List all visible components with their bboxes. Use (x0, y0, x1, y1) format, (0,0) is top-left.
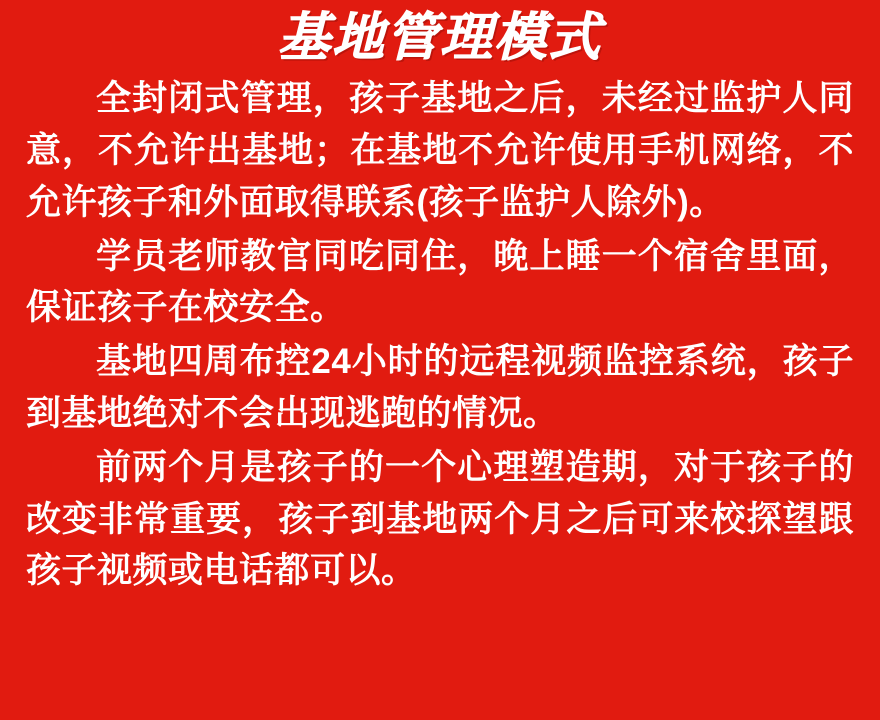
poster-body (26, 73, 854, 597)
page-title: 基地管理模式 (277, 9, 602, 67)
paragraph-first-two-months: 前两个月是孩子的一个心理塑造期，对于孩子的改变非常重要，孩子到基地两个月之后可来校探望跟孩子视频或电话都可以。 (26, 447, 854, 591)
paragraph-staff-live-together: 学员老师教官同吃同住，晚上睡一个宿舍里面，保证孩子在校安全。 (26, 236, 854, 328)
paragraph-surveillance: 基地四周布控24小时的远程视频监控系统，孩子到基地绝对不会出现逃跑的情况。 (26, 342, 854, 433)
paragraph-closed-management: 全封闭式管理，孩子基地之后，未经过监护人同意，不允许出基地；在基地不允许使用手机网络，不允许孩子和外面取得联系(孩子监护人除外)。 (26, 79, 854, 222)
